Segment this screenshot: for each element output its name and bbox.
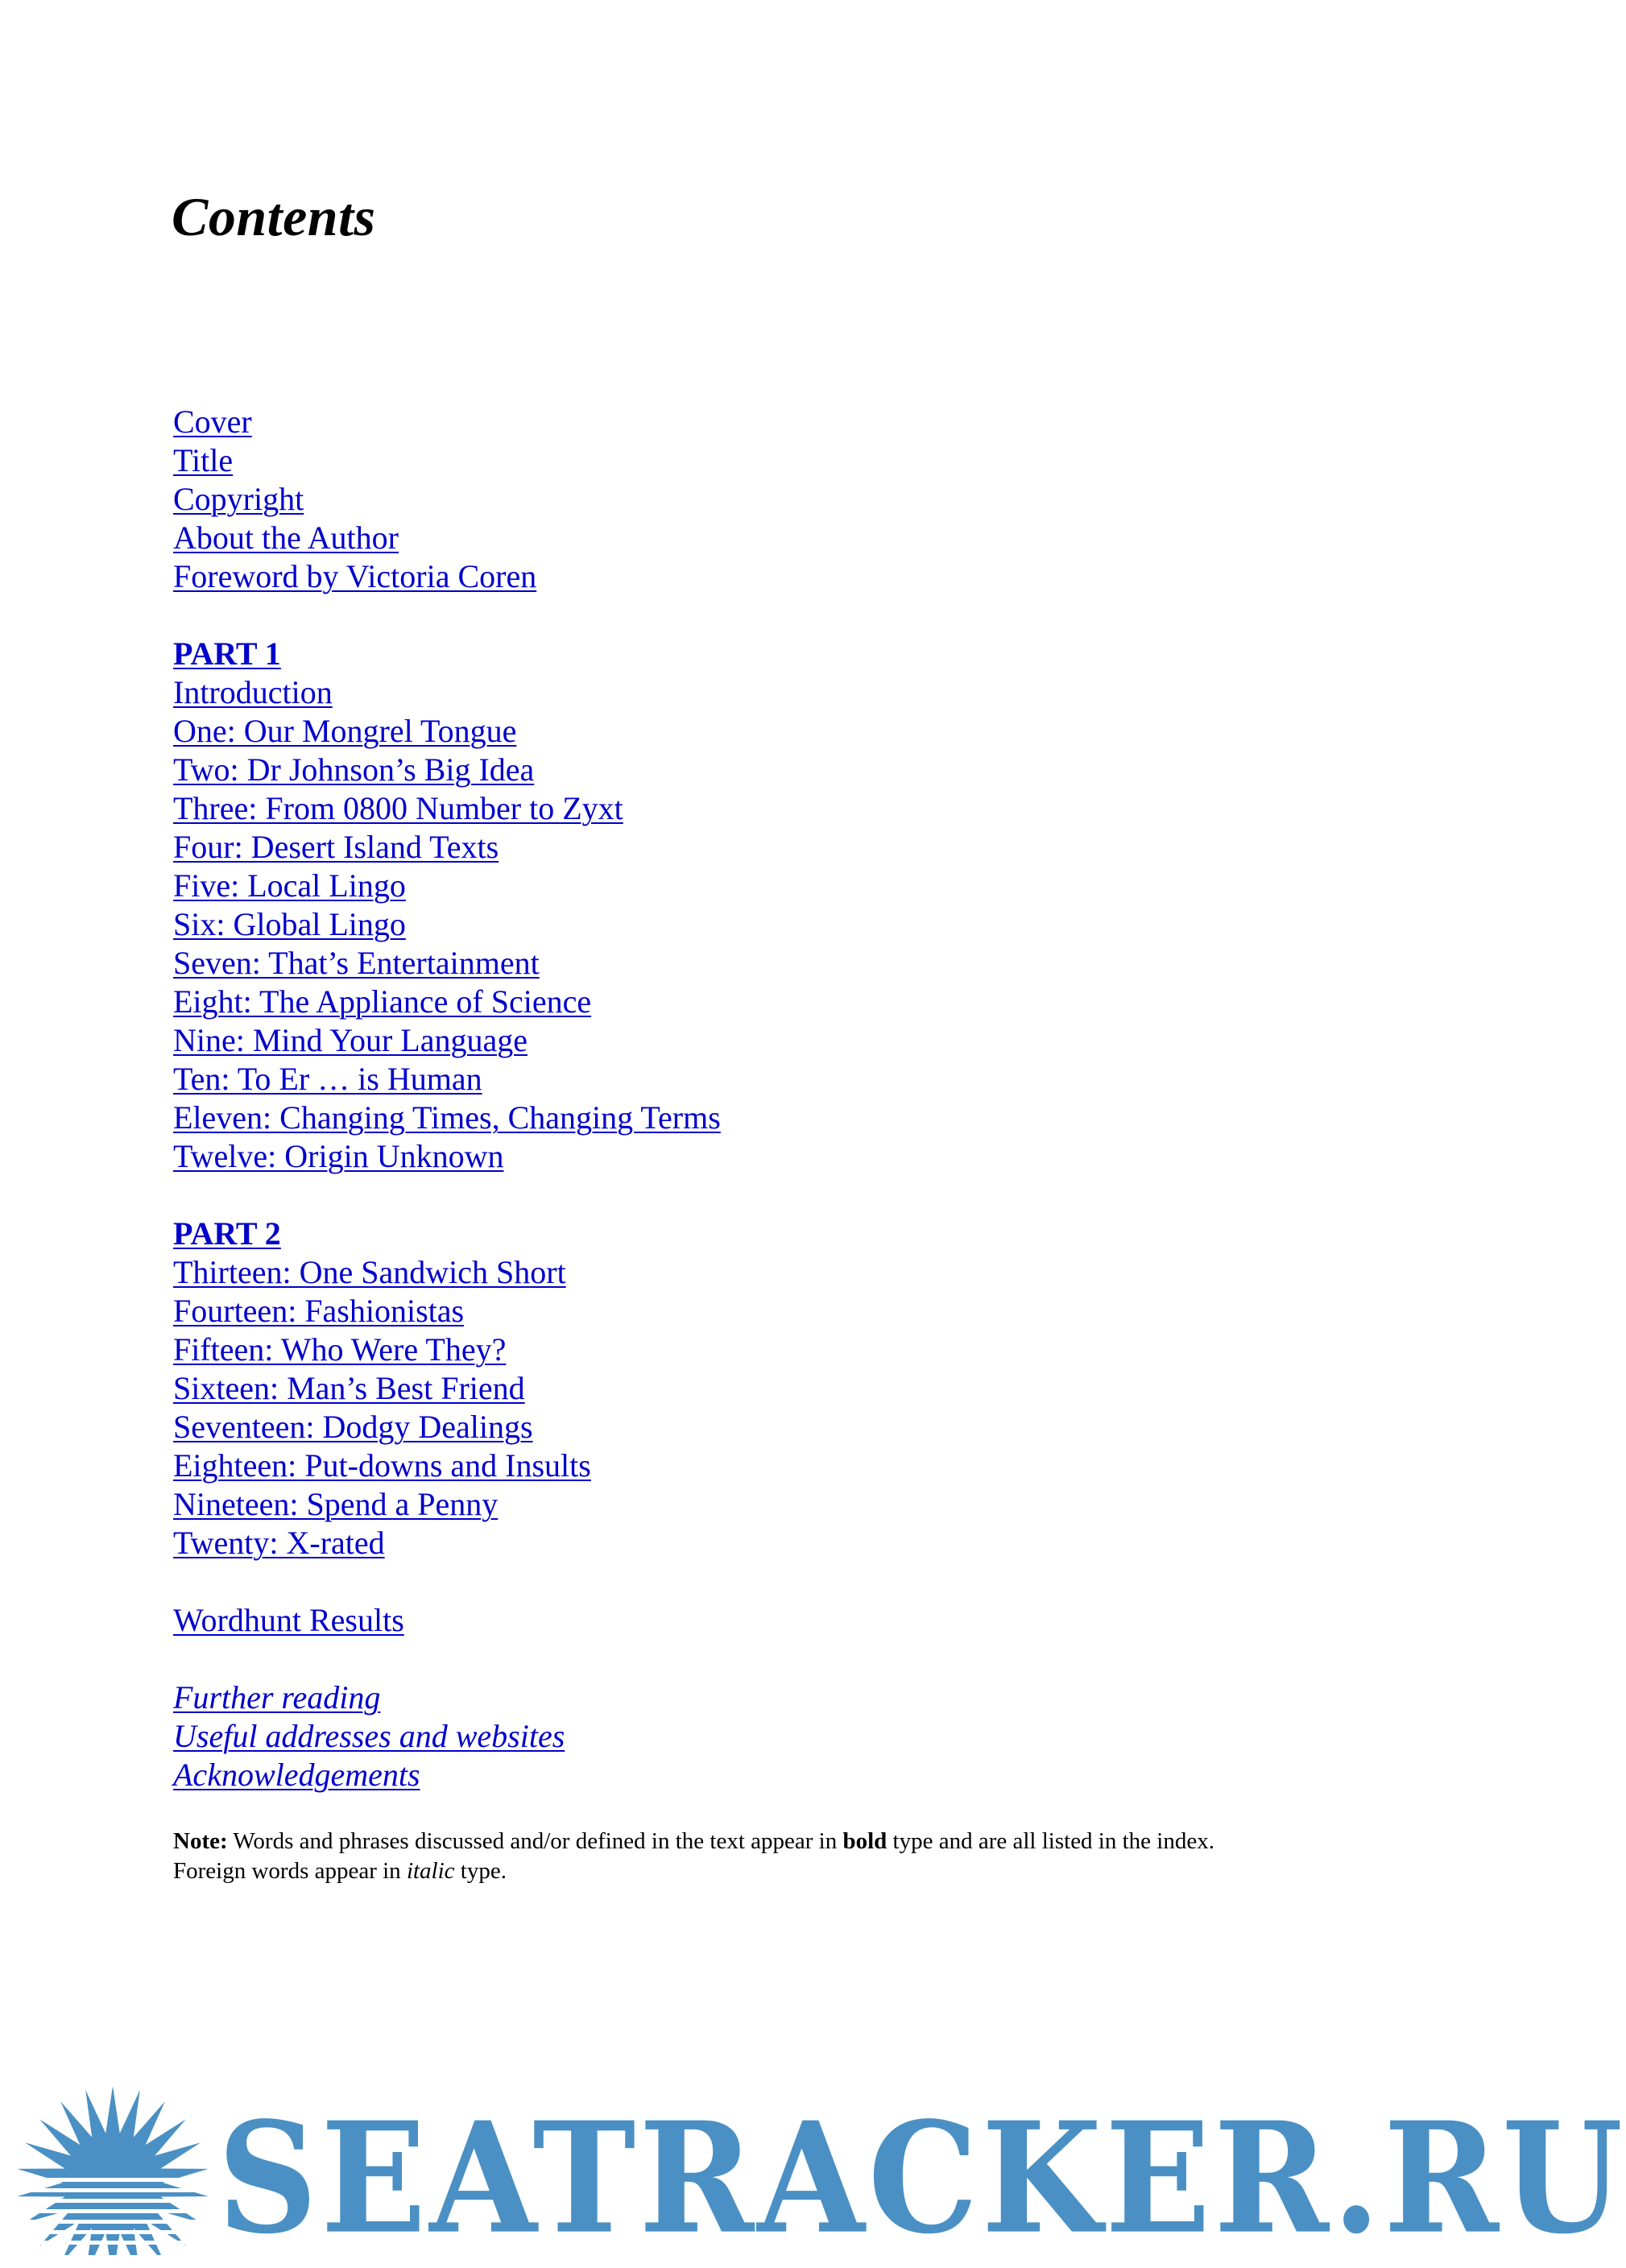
toc-item-further-reading <box>173 1678 1220 1717</box>
toc-link-chapter-20[interactable]: Twenty: X-rated <box>173 1525 385 1561</box>
toc-link-wordhunt-results[interactable]: Wordhunt Results <box>173 1602 404 1638</box>
toc-item-chapter <box>173 1137 1220 1176</box>
toc-link-chapter-7[interactable]: Seven: That’s Entertainment <box>173 945 540 981</box>
toc-item-chapter <box>173 712 1220 751</box>
toc-link-chapter-11[interactable]: Eleven: Changing Times, Changing Terms <box>173 1099 721 1136</box>
sun-stripe <box>16 2241 217 2245</box>
toc-item-useful-addresses <box>173 1717 1220 1756</box>
toc-link-chapter-17[interactable]: Seventeen: Dodgy Dealings <box>173 1409 533 1445</box>
toc-item-chapter <box>173 905 1220 944</box>
toc-link-introduction[interactable]: Introduction <box>173 674 333 710</box>
toc-link-foreword[interactable]: Foreword by Victoria Coren <box>173 558 537 594</box>
toc-link-chapter-12[interactable]: Twelve: Origin Unknown <box>173 1138 504 1174</box>
toc-item-part-1 <box>173 635 1220 673</box>
toc-link-chapter-10[interactable]: Ten: To Er … is Human <box>173 1061 482 1097</box>
toc-item-wordhunt-results <box>173 1601 1220 1640</box>
toc-item-chapter <box>173 867 1220 905</box>
sun-stripe <box>16 2209 217 2213</box>
toc-link-chapter-13[interactable]: Thirteen: One Sandwich Short <box>173 1254 566 1290</box>
toc-link-chapter-18[interactable]: Eighteen: Put-downs and Insults <box>173 1447 591 1484</box>
toc-item-chapter <box>173 789 1220 828</box>
toc-link-chapter-14[interactable]: Fourteen: Fashionistas <box>173 1293 465 1329</box>
note-label: Note: <box>173 1828 228 1854</box>
note-text-1: Words and phrases discussed and/or defined in the text appear in <box>233 1828 838 1854</box>
page-title: Contents <box>172 186 376 247</box>
toc-item-chapter <box>173 944 1220 983</box>
toc-link-about-the-author[interactable]: About the Author <box>173 519 399 556</box>
toc-link-cover[interactable]: Cover <box>173 404 252 440</box>
sun-disc <box>63 2133 163 2233</box>
sun-stripe <box>16 2230 217 2234</box>
toc-item-chapter <box>173 673 1220 712</box>
toc-link-chapter-19[interactable]: Nineteen: Spend a Penny <box>173 1486 499 1522</box>
toc-item-chapter <box>173 1369 1220 1408</box>
toc-item-copyright <box>173 480 1220 519</box>
toc-item-chapter <box>173 1292 1220 1331</box>
toc-item-chapter <box>173 1446 1220 1485</box>
toc-link-part-2[interactable]: PART 2 <box>173 1215 281 1252</box>
toc-link-chapter-2[interactable]: Two: Dr Johnson’s Big Idea <box>173 751 535 788</box>
toc-link-part-1[interactable]: PART 1 <box>173 635 281 672</box>
toc-spacer <box>173 1562 1220 1601</box>
toc-spacer <box>173 1640 1220 1678</box>
sun-stripe <box>16 2188 217 2192</box>
index-note <box>173 1827 1220 1886</box>
toc-item-about-the-author <box>173 519 1220 557</box>
toc-link-title[interactable]: Title <box>173 442 234 478</box>
toc-item-acknowledgements <box>173 1756 1220 1794</box>
toc-item-chapter <box>173 1524 1220 1562</box>
toc-link-chapter-15[interactable]: Fifteen: Who Were They? <box>173 1331 507 1368</box>
toc-link-chapter-16[interactable]: Sixteen: Man’s Best Friend <box>173 1370 525 1406</box>
toc-item-chapter <box>173 1253 1220 1292</box>
sun-stripe <box>16 2178 217 2182</box>
toc-link-chapter-9[interactable]: Nine: Mind Your Language <box>173 1022 528 1058</box>
watermark-text: SEATRACKER.RU <box>217 2088 1626 2268</box>
toc-item-part-2 <box>173 1215 1220 1253</box>
toc-item-chapter <box>173 1485 1220 1524</box>
toc-item-title <box>173 441 1220 480</box>
table-of-contents <box>173 403 1220 1794</box>
toc-item-chapter <box>173 1021 1220 1060</box>
toc-item-chapter <box>173 828 1220 867</box>
note-bold-word: bold <box>842 1828 887 1854</box>
toc-item-foreword <box>173 557 1220 596</box>
toc-link-useful-addresses[interactable]: Useful addresses and websites <box>173 1718 565 1754</box>
toc-link-further-reading[interactable]: Further reading <box>173 1679 381 1715</box>
toc-spacer <box>173 1176 1220 1215</box>
sun-stripe <box>16 2199 217 2203</box>
toc-item-cover <box>173 403 1220 441</box>
toc-item-chapter <box>173 1060 1220 1099</box>
toc-item-chapter <box>173 1099 1220 1137</box>
sun-icon <box>16 2070 217 2255</box>
toc-link-copyright[interactable]: Copyright <box>173 481 304 517</box>
note-text-3: type. <box>460 1858 507 1884</box>
toc-link-acknowledgements[interactable]: Acknowledgements <box>173 1757 420 1793</box>
toc-link-chapter-1[interactable]: One: Our Mongrel Tongue <box>173 713 517 749</box>
watermark <box>0 2046 1626 2268</box>
toc-item-chapter <box>173 1331 1220 1369</box>
toc-item-chapter <box>173 751 1220 789</box>
toc-link-chapter-6[interactable]: Six: Global Lingo <box>173 906 406 942</box>
toc-link-chapter-5[interactable]: Five: Local Lingo <box>173 867 406 904</box>
toc-item-chapter <box>173 983 1220 1021</box>
sun-stripe <box>16 2220 217 2224</box>
note-italic-word: italic <box>406 1858 455 1884</box>
toc-link-chapter-4[interactable]: Four: Desert Island Texts <box>173 829 499 865</box>
note-text-2: type and are all listed in the index. Foreign words appear in <box>173 1828 1214 1884</box>
toc-item-chapter <box>173 1408 1220 1446</box>
toc-link-chapter-3[interactable]: Three: From 0800 Number to Zyxt <box>173 790 623 826</box>
toc-link-chapter-8[interactable]: Eight: The Appliance of Science <box>173 983 592 1020</box>
toc-spacer <box>173 596 1220 635</box>
